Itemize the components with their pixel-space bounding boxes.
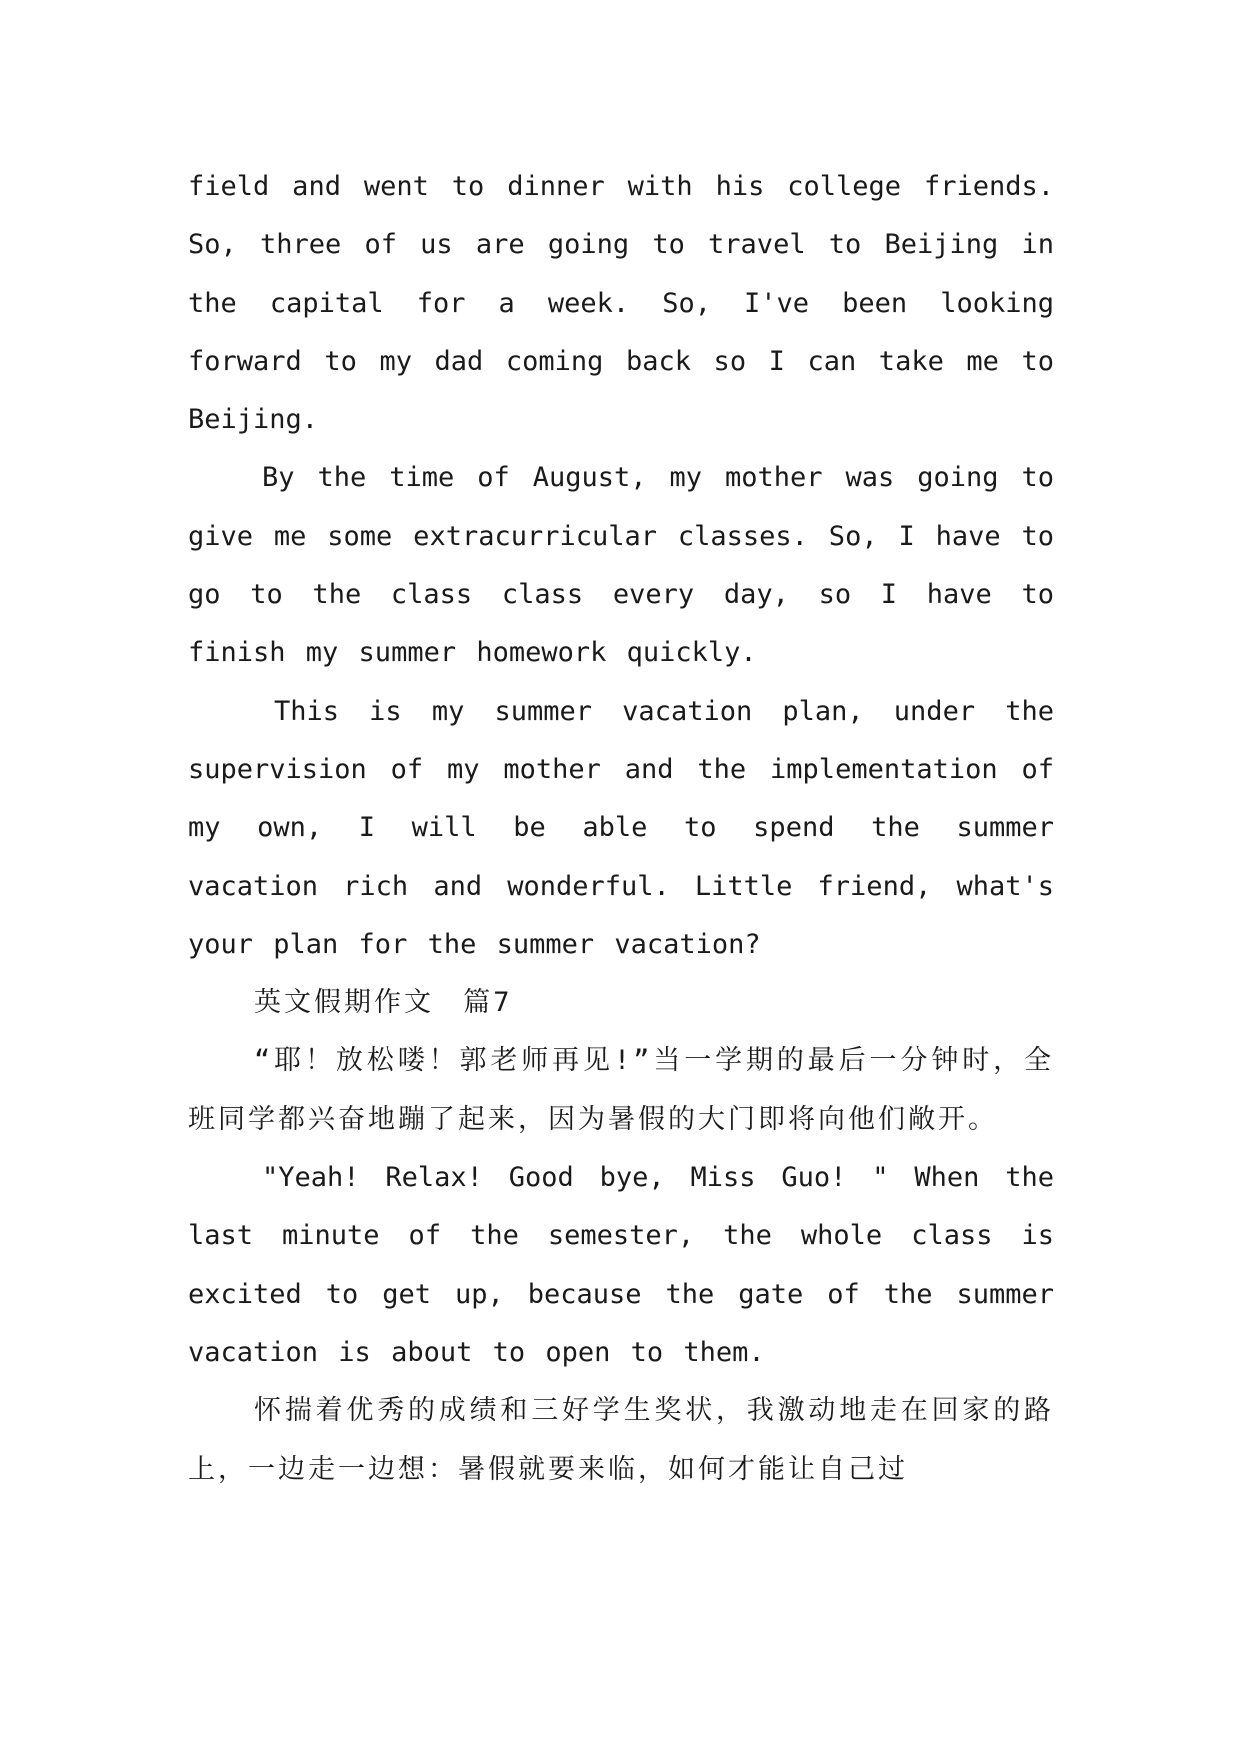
paragraph-english-relax: "Yeah! Relax! Good bye, Miss Guo! " When the last minute of the semester, the whole class is excited to get up, because the gate of the summer vacation is about to open to them. <box>188 1162 1054 1368</box>
section-heading: 英文假期作文 篇7 <box>254 987 513 1019</box>
paragraph-chinese-walking-home: 怀揣着优秀的成绩和三好学生奖状，我激动地走在回家的路上，一边走一边想：暑假就要来临，如何才能让自己过 <box>188 1395 1054 1485</box>
document-page <box>188 158 1054 1499</box>
paragraph-beijing-trip: field and went to dinner with his college friends. So, three of us are going to travel to Beijing in the capital for a week. So, I've been looking forward to my dad coming back so I can take me to Beijing. <box>188 171 1054 436</box>
paragraph-august-classes: By the time of August, my mother was going to give me some extracurricular classes. So, I have to go to the class class every day, so I have to finish my summer homework quickly. <box>188 462 1054 669</box>
paragraph-vacation-plan: This is my summer vacation plan, under the supervision of my mother and the implementation of my own, I will be able to spend the summer vacation rich and wonderful. Little friend, what's your plan for the summer vacation? <box>188 695 1054 960</box>
paragraph-chinese-relax: “耶！放松喽！郭老师再见!”当一学期的最后一分钟时，全班同学都兴奋地蹦了起来，因为暑假的大门即将向他们敞开。 <box>188 1045 1054 1135</box>
